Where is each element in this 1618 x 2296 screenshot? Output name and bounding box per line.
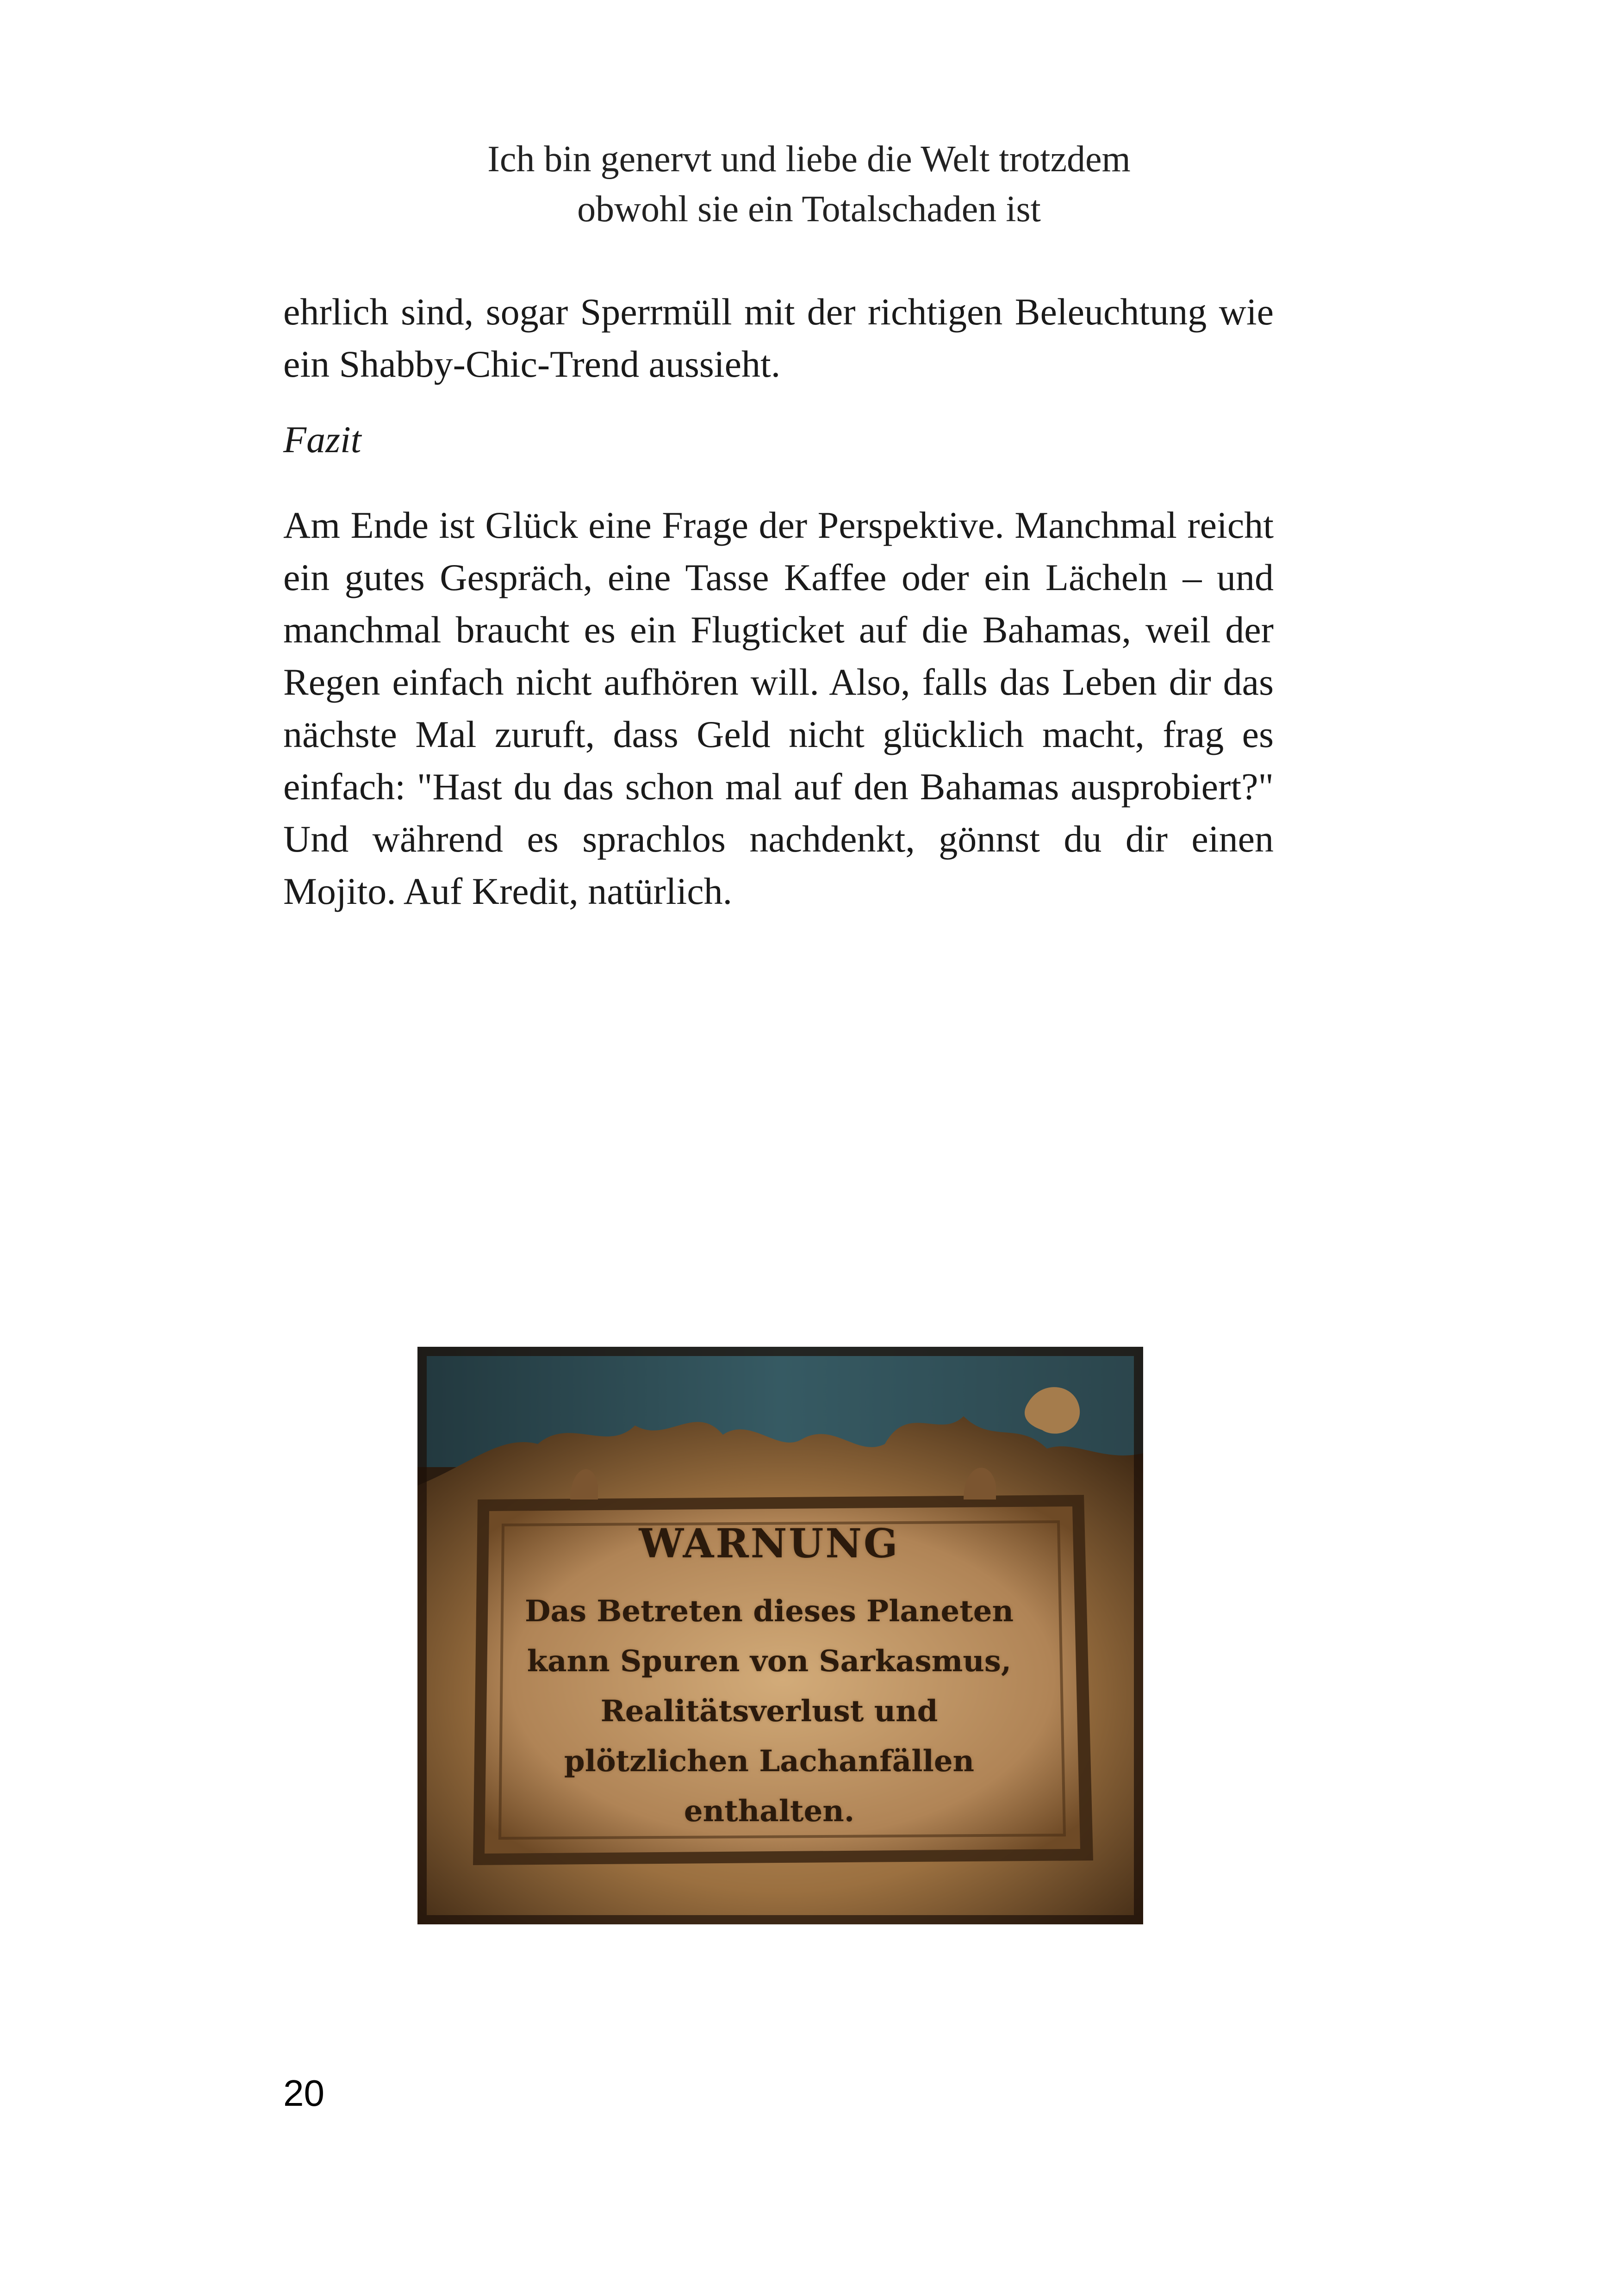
sign-line: enthalten. [684,1794,855,1829]
sign-line: kann Spuren von Sarkasmus, [527,1644,1012,1679]
warning-sign-image [417,1347,1143,1924]
body-paragraph: Am Ende ist Glück eine Frage der Perspektive. Manchmal reicht ein gutes Gespräch, eine Tasse Kaffee oder ein Lächeln – und manchmal braucht es ein Flugticket auf die Bahamas, weil der Regen einfach nicht aufhören will. Also, falls das Leben dir das nächste Mal zuruft, dass Geld nicht glücklich macht, frag es einfach: "Hast du das schon mal auf den Bahamas ausprobiert?" Und während es sprachlos nachdenkt, gönnst du dir einen Mojito. Auf Kredit, natürlich. [283,504,1274,912]
header-line-1: Ich bin genervt und liebe die Welt trotzdem [487,139,1131,180]
header-line-2: obwohl sie ein Totalschaden ist [577,189,1041,230]
sign-title: WARNUNG [639,1520,900,1567]
sign-line: Realitätsverlust und [600,1694,938,1729]
sign-body [492,1587,1047,1836]
running-header [0,134,1618,234]
section-heading: Fazit [283,418,361,460]
sign-line: plötzlichen Lachanfällen [564,1744,975,1779]
page-number: 20 [283,2072,324,2114]
sign-line: Das Betreten dieses Planeten [525,1594,1014,1629]
body-paragraph: ehrlich sind, sogar Sperrmüll mit der richtigen Beleuchtung wie ein Shabby-Chic-Trend aussieht. [283,291,1274,385]
